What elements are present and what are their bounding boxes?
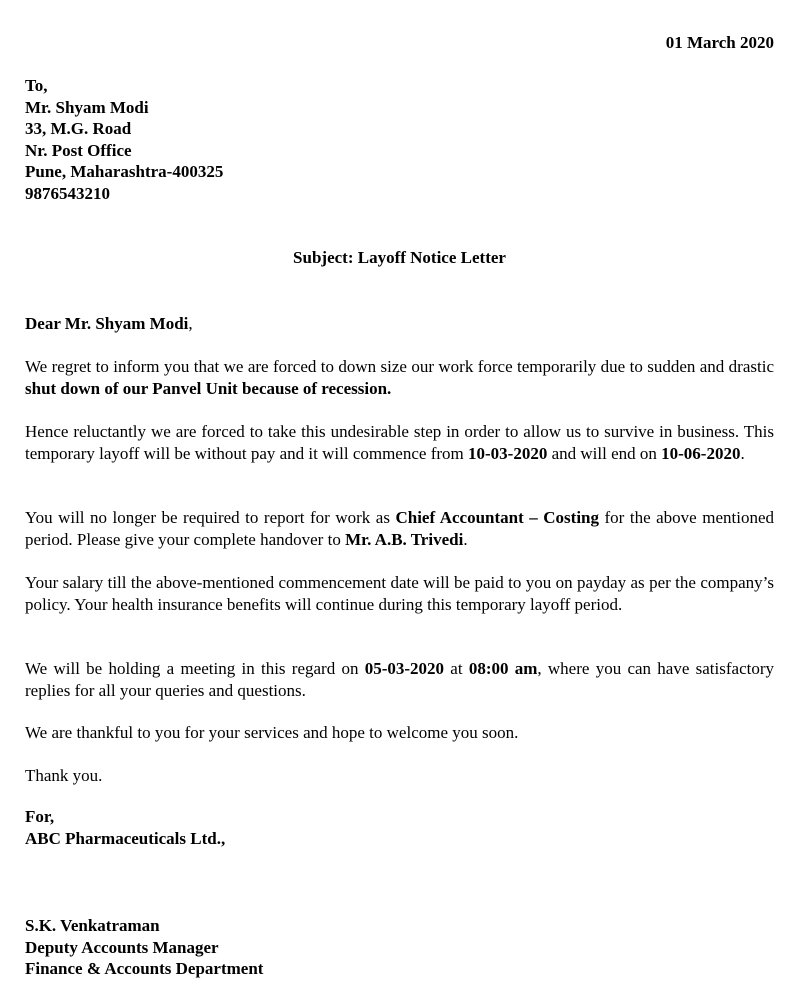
signature-block xyxy=(25,915,263,980)
salutation xyxy=(25,313,193,335)
thank-you-text: Thank you. xyxy=(25,766,103,785)
paragraph-2-text-3: . xyxy=(740,443,745,463)
paragraph-3-text-3: . xyxy=(463,529,468,549)
paragraph-1-text: We regret to inform you that we are forced to down size our work force temporarily due to sudden and drastic xyxy=(25,357,774,376)
handover-person: Mr. A.B. Trivedi xyxy=(345,529,464,549)
paragraph-4-text: Your salary till the above-mentioned commencement date will be paid to you on payday as per the company’s policy. Your health insurance benefits will continue during this temporary layoff period. xyxy=(25,573,774,614)
signatory-title: Deputy Accounts Manager xyxy=(25,937,219,957)
layoff-end-date: 10-06-2020 xyxy=(661,443,741,463)
paragraph-5-text-2: at xyxy=(444,659,469,678)
paragraph-3-text-1: You will no longer be required to report for work as xyxy=(25,508,396,527)
job-title: Chief Accountant – Costing xyxy=(395,508,600,527)
recipient-address-line-3: Pune, Maharashtra-400325 xyxy=(25,162,224,181)
paragraph-4 xyxy=(25,572,774,615)
signatory-name: S.K. Venkatraman xyxy=(25,916,160,935)
closing-block xyxy=(25,806,225,849)
paragraph-6-text: We are thankful to you for your services and hope to welcome you soon. xyxy=(25,723,519,742)
paragraph-6 xyxy=(25,722,774,744)
paragraph-3-text-2: for the above mentioned period. Please give your complete handover to xyxy=(25,508,774,549)
paragraph-1-bold-reason: shut down of our Panvel Unit because of recession. xyxy=(25,378,392,398)
paragraph-5 xyxy=(25,658,774,701)
recipient-address-line-1: 33, M.G. Road xyxy=(25,119,132,138)
paragraph-2-text-1: Hence reluctantly we are forced to take this undesirable step in order to allow us to survive in business. This temporary layoff will be without pay and it will commence from xyxy=(25,422,774,463)
letter-date: 01 March 2020 xyxy=(665,33,774,52)
to-label: To, xyxy=(25,76,48,95)
paragraph-5-text-1: We will be holding a meeting in this regard on xyxy=(25,659,365,678)
letter-subject: Subject: Layoff Notice Letter xyxy=(293,248,506,267)
recipient-name: Mr. Shyam Modi xyxy=(25,97,149,117)
paragraph-7 xyxy=(25,765,774,787)
for-label: For, xyxy=(25,807,55,826)
recipient-address-block xyxy=(25,75,223,204)
meeting-date: 05-03-2020 xyxy=(364,659,445,678)
layoff-start-date: 10-03-2020 xyxy=(468,443,548,463)
paragraph-1 xyxy=(25,356,774,399)
salutation-comma: , xyxy=(188,314,193,333)
signatory-department: Finance & Accounts Department xyxy=(25,959,264,978)
recipient-address-line-2: Nr. Post Office xyxy=(25,140,132,160)
paragraph-3 xyxy=(25,507,774,550)
company-name: ABC Pharmaceuticals Ltd., xyxy=(25,828,226,848)
meeting-time: 08:00 am xyxy=(468,659,538,678)
recipient-phone: 9876543210 xyxy=(25,183,110,203)
letter-page xyxy=(25,0,774,1008)
salutation-name: Dear Mr. Shyam Modi xyxy=(25,314,189,333)
paragraph-5-text-3: , where you can have satisfactory replies for all your queries and questions. xyxy=(25,659,774,700)
paragraph-2 xyxy=(25,421,774,464)
paragraph-2-text-2: and will end on xyxy=(547,443,662,463)
